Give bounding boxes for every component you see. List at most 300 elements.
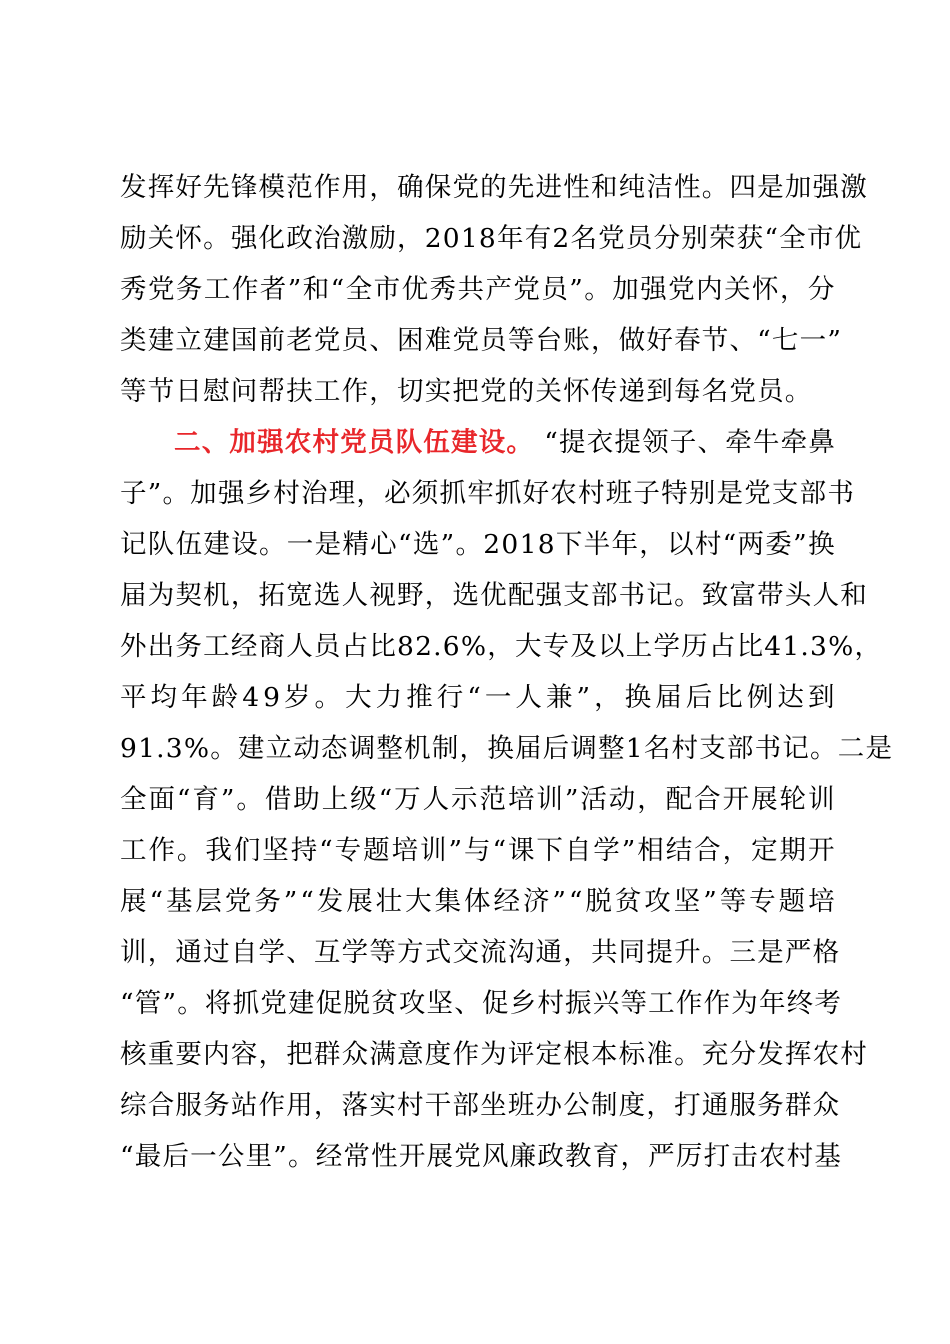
glyph: 脱 xyxy=(343,988,372,1019)
glyph: 国 xyxy=(230,325,259,356)
glyph: ” xyxy=(283,886,299,917)
glyph: 里 xyxy=(245,1141,274,1172)
glyph: “ xyxy=(397,529,413,560)
glyph: 制 xyxy=(590,1090,619,1121)
glyph: 大 xyxy=(405,886,433,917)
paragraph-line xyxy=(120,1030,868,1080)
glyph: 办 xyxy=(535,1090,564,1121)
glyph: 用 xyxy=(341,172,370,203)
section-heading: 二、加强农村党员队伍建设。 xyxy=(174,427,535,458)
glyph: “ xyxy=(757,325,772,356)
glyph: 公 xyxy=(563,1090,591,1121)
glyph: 村 xyxy=(671,733,700,764)
glyph: 经 xyxy=(315,1141,344,1172)
glyph: 坚 xyxy=(673,886,702,917)
glyph: 训 xyxy=(420,835,448,866)
glyph: 秀 xyxy=(429,274,458,305)
glyph: “ xyxy=(120,988,135,1019)
glyph: 众 xyxy=(341,1039,370,1070)
glyph: 发 xyxy=(316,886,345,917)
glyph: 4 xyxy=(764,631,783,662)
glyph: 必 xyxy=(384,478,412,509)
glyph: 是 xyxy=(314,529,343,560)
glyph: 经 xyxy=(230,631,259,662)
glyph: 荣 xyxy=(708,223,737,254)
glyph: 牢 xyxy=(467,478,495,509)
glyph: 部 xyxy=(799,478,828,509)
glyph: 年 xyxy=(758,988,787,1019)
glyph: 2 xyxy=(424,223,443,254)
glyph: 期 xyxy=(779,835,808,866)
glyph: ” xyxy=(147,478,163,509)
glyph: 到 xyxy=(807,682,836,713)
glyph: “ xyxy=(319,835,334,866)
glyph: 常 xyxy=(343,1141,372,1172)
glyph: 0 xyxy=(442,223,461,254)
glyph: % xyxy=(828,631,855,662)
glyph: 。 xyxy=(236,784,265,815)
glyph: 立 xyxy=(265,733,294,764)
glyph: ” xyxy=(569,274,585,305)
glyph: 村 xyxy=(537,988,566,1019)
glyph: 加 xyxy=(190,478,218,509)
glyph: 特 xyxy=(661,478,689,509)
glyph: 怀 xyxy=(752,274,780,305)
glyph: 下 xyxy=(555,529,584,560)
glyph: 2 xyxy=(415,631,434,662)
glyph: . xyxy=(156,733,166,764)
glyph: 打 xyxy=(674,1090,702,1121)
glyph: 们 xyxy=(233,835,262,866)
glyph: 轮 xyxy=(779,784,808,815)
glyph: 优 xyxy=(401,274,430,305)
paragraph-line xyxy=(120,928,841,978)
glyph: 展 xyxy=(346,886,374,917)
glyph: 的 xyxy=(480,172,508,203)
glyph: 专 xyxy=(542,631,571,662)
paragraph-line xyxy=(120,214,863,264)
glyph: 化 xyxy=(258,223,287,254)
glyph: 务 xyxy=(175,631,204,662)
glyph: 难 xyxy=(424,325,453,356)
glyph: 、 xyxy=(369,325,398,356)
glyph: 自 xyxy=(564,835,593,866)
glyph: 换 xyxy=(807,529,836,560)
glyph: 后 xyxy=(162,1141,191,1172)
glyph: 下 xyxy=(536,835,565,866)
glyph: 二 xyxy=(837,733,866,764)
glyph: 坚 xyxy=(426,988,455,1019)
glyph: 建 xyxy=(203,325,231,356)
glyph: 性 xyxy=(563,172,591,203)
glyph: 全 xyxy=(120,784,148,815)
glyph: 开 xyxy=(398,1141,427,1172)
glyph: 机 xyxy=(404,733,432,764)
glyph: 廉 xyxy=(509,1141,538,1172)
glyph: 激 xyxy=(341,223,370,254)
glyph: 最 xyxy=(134,1141,163,1172)
glyph: 兼 xyxy=(545,682,574,713)
glyph: 产 xyxy=(485,274,514,305)
glyph: 共 xyxy=(457,274,486,305)
glyph: “ xyxy=(764,223,780,254)
glyph: ， xyxy=(147,937,176,968)
glyph: 后 xyxy=(685,682,714,713)
glyph: 支 xyxy=(563,580,591,611)
glyph: “ xyxy=(330,274,346,305)
glyph: 优 xyxy=(834,223,863,254)
glyph: 交 xyxy=(452,937,481,968)
glyph: 抓 xyxy=(439,478,468,509)
glyph: 选 xyxy=(313,580,342,611)
glyph: 分 xyxy=(653,223,682,254)
glyph: 者 xyxy=(259,274,288,305)
glyph: 党 xyxy=(224,886,253,917)
glyph: 范 xyxy=(286,172,314,203)
glyph: 致 xyxy=(701,580,730,611)
glyph: “ xyxy=(120,1141,135,1172)
glyph: 务 xyxy=(175,274,204,305)
glyph: 上 xyxy=(321,784,350,815)
glyph: 合 xyxy=(147,1090,176,1121)
glyph: 视 xyxy=(369,580,398,611)
glyph: 确 xyxy=(397,172,425,203)
glyph: 、 xyxy=(286,937,314,968)
glyph: 一 xyxy=(799,325,828,356)
glyph: 一 xyxy=(190,1141,218,1172)
glyph: 是 xyxy=(865,733,894,764)
paragraph-line xyxy=(120,622,883,672)
glyph: 、 xyxy=(454,988,482,1019)
glyph: 上 xyxy=(625,631,654,662)
glyph: 用 xyxy=(286,1090,314,1121)
glyph: 沟 xyxy=(507,937,536,968)
glyph: 2 xyxy=(552,223,571,254)
glyph: 届 xyxy=(514,733,543,764)
glyph: 员 xyxy=(480,325,508,356)
glyph: 占 xyxy=(708,631,737,662)
glyph: 。 xyxy=(455,529,484,560)
glyph: ” xyxy=(287,274,303,305)
paragraph-heading-line xyxy=(120,418,836,468)
glyph: ， xyxy=(369,172,398,203)
glyph: 名 xyxy=(570,223,599,254)
glyph: 。 xyxy=(674,580,702,611)
paragraph-line xyxy=(120,1132,843,1182)
glyph: 记 xyxy=(646,580,675,611)
glyph: 分 xyxy=(807,274,836,305)
glyph: 通 xyxy=(535,937,564,968)
glyph: 励 xyxy=(120,223,148,254)
glyph: 人 xyxy=(422,784,451,815)
glyph: 子 xyxy=(120,478,148,509)
glyph: 拓 xyxy=(258,580,287,611)
glyph: 均 xyxy=(150,682,179,713)
glyph: 激 xyxy=(840,172,868,203)
glyph: “ xyxy=(492,835,508,866)
glyph: 出 xyxy=(147,631,176,662)
glyph: 选 xyxy=(452,580,481,611)
glyph: ， xyxy=(646,1090,675,1121)
glyph: 。 xyxy=(176,835,205,866)
glyph: 等 xyxy=(719,886,748,917)
glyph: . xyxy=(433,631,443,662)
glyph: 半 xyxy=(583,529,612,560)
glyph: 工 xyxy=(120,835,148,866)
glyph: 题 xyxy=(363,835,391,866)
glyph: 济 xyxy=(522,886,551,917)
glyph: 建 xyxy=(237,733,266,764)
glyph: “ xyxy=(722,529,738,560)
glyph: . xyxy=(800,631,811,662)
glyph: ， xyxy=(313,1090,342,1121)
glyph: 自 xyxy=(230,937,259,968)
glyph: 内 xyxy=(203,1039,231,1070)
glyph: 示 xyxy=(451,784,479,815)
glyph: 培 xyxy=(507,784,536,815)
glyph: 打 xyxy=(703,1141,732,1172)
glyph: 落 xyxy=(341,1090,370,1121)
glyph: 乡 xyxy=(509,988,538,1019)
glyph: 班 xyxy=(507,1090,536,1121)
glyph: 6 xyxy=(442,631,461,662)
glyph: 抓 xyxy=(494,478,523,509)
glyph: 工 xyxy=(203,631,231,662)
glyph: 村 xyxy=(786,1141,815,1172)
glyph: 员 xyxy=(313,631,342,662)
glyph: ” xyxy=(273,1141,289,1172)
paragraph-line xyxy=(120,979,843,1029)
glyph: 训 xyxy=(536,784,565,815)
glyph: 模 xyxy=(258,172,287,203)
glyph: 立 xyxy=(175,325,204,356)
glyph: 培 xyxy=(391,835,420,866)
glyph: 记 xyxy=(120,529,148,560)
glyph: 三 xyxy=(729,937,758,968)
glyph: 前 xyxy=(258,325,287,356)
glyph: 为 xyxy=(147,580,176,611)
glyph: 集 xyxy=(434,886,463,917)
glyph: 。 xyxy=(210,733,238,764)
glyph: 满 xyxy=(369,1039,398,1070)
glyph: 伍 xyxy=(175,529,204,560)
glyph: 洁 xyxy=(646,172,675,203)
glyph: 站 xyxy=(230,1090,259,1121)
glyph: 配 xyxy=(507,580,536,611)
glyph: 干 xyxy=(424,1090,453,1121)
glyph: ， xyxy=(356,478,385,509)
glyph: 党 xyxy=(452,172,481,203)
glyph: 好 xyxy=(175,172,204,203)
glyph: 贫 xyxy=(371,988,399,1019)
glyph: 一 xyxy=(484,682,513,713)
glyph: 换 xyxy=(487,733,515,764)
glyph: 作 xyxy=(258,1090,287,1121)
glyph: 准 xyxy=(646,1039,675,1070)
glyph: 治 xyxy=(313,223,342,254)
glyph: 综 xyxy=(120,1090,148,1121)
glyph: 党 xyxy=(454,1141,482,1172)
glyph: 须 xyxy=(411,478,440,509)
glyph: 和 xyxy=(590,172,619,203)
glyph: 关 xyxy=(147,223,176,254)
glyph: 作 xyxy=(313,172,342,203)
glyph: ， xyxy=(637,784,665,815)
glyph: 全 xyxy=(779,223,807,254)
glyph: 挥 xyxy=(784,1039,813,1070)
glyph: 强 xyxy=(217,478,246,509)
glyph: 宽 xyxy=(286,580,314,611)
glyph: 两 xyxy=(737,529,766,560)
glyph: 选 xyxy=(412,529,441,560)
glyph: 先 xyxy=(203,172,231,203)
glyph: 委 xyxy=(765,529,793,560)
glyph: 党 xyxy=(147,274,176,305)
glyph: 升 xyxy=(674,937,702,968)
glyph: 8 xyxy=(397,631,416,662)
glyph: 等 xyxy=(369,937,398,968)
glyph: 达 xyxy=(777,682,806,713)
glyph: 8 xyxy=(537,529,556,560)
glyph: 格 xyxy=(812,937,841,968)
glyph: 强 xyxy=(812,172,841,203)
glyph: 式 xyxy=(424,937,453,968)
glyph: ” xyxy=(220,784,236,815)
glyph: 整 xyxy=(376,733,405,764)
glyph: 1 xyxy=(460,223,479,254)
glyph: 和 xyxy=(840,580,868,611)
glyph: 野 xyxy=(397,580,425,611)
glyph: 人 xyxy=(341,580,370,611)
glyph: 过 xyxy=(203,937,231,968)
glyph: 村 xyxy=(840,1039,868,1070)
glyph: 七 xyxy=(771,325,800,356)
glyph: 党 xyxy=(513,274,542,305)
glyph: 。 xyxy=(701,172,730,203)
glyph: 推 xyxy=(406,682,434,713)
glyph: 头 xyxy=(784,580,813,611)
glyph: 好 xyxy=(646,325,675,356)
glyph: 、 xyxy=(729,325,758,356)
glyph: 管 xyxy=(134,988,163,1019)
glyph: 训 xyxy=(120,937,148,968)
glyph: ” xyxy=(564,784,580,815)
glyph: 员 xyxy=(625,223,654,254)
glyph: 农 xyxy=(812,1039,841,1070)
glyph: 专 xyxy=(749,886,777,917)
glyph: 市 xyxy=(806,223,835,254)
glyph: 务 xyxy=(203,1090,231,1121)
glyph: 员 xyxy=(541,274,570,305)
glyph: 有 xyxy=(524,223,553,254)
glyph: 大 xyxy=(345,682,373,713)
glyph: 以 xyxy=(667,529,695,560)
glyph: 关 xyxy=(724,274,752,305)
glyph: 课 xyxy=(507,835,536,866)
glyph: 我 xyxy=(205,835,234,866)
glyph: 整 xyxy=(598,733,626,764)
glyph: % xyxy=(183,733,211,764)
glyph: 作 xyxy=(148,835,177,866)
glyph: 兴 xyxy=(592,988,621,1019)
glyph: 攻 xyxy=(644,886,672,917)
glyph: 内 xyxy=(696,274,724,305)
glyph: 作 xyxy=(231,274,260,305)
glyph: 。 xyxy=(258,529,287,560)
glyph: 老 xyxy=(286,325,314,356)
glyph: 助 xyxy=(293,784,321,815)
glyph: 工 xyxy=(648,988,676,1019)
glyph: 充 xyxy=(701,1039,730,1070)
glyph: 级 xyxy=(350,784,378,815)
glyph: 人 xyxy=(812,580,841,611)
glyph: 占 xyxy=(341,631,370,662)
glyph: 根 xyxy=(563,1039,591,1070)
glyph: 党 xyxy=(452,325,481,356)
glyph: 村 xyxy=(273,478,301,509)
glyph: 务 xyxy=(254,886,283,917)
glyph: 服 xyxy=(729,1090,758,1121)
glyph: 面 xyxy=(148,784,177,815)
glyph: 击 xyxy=(731,1141,759,1172)
paragraph-line xyxy=(120,775,836,825)
glyph: 学 xyxy=(341,937,370,968)
glyph: 共 xyxy=(590,937,619,968)
glyph: 学 xyxy=(653,631,682,662)
glyph: ， xyxy=(397,223,425,254)
glyph: 相 xyxy=(637,835,665,866)
glyph: 等 xyxy=(507,325,536,356)
glyph: 方 xyxy=(397,937,425,968)
glyph: 春 xyxy=(674,325,702,356)
glyph: ， xyxy=(230,580,259,611)
glyph: 持 xyxy=(290,835,319,866)
glyph: 纯 xyxy=(618,172,647,203)
glyph: 商 xyxy=(258,631,287,662)
glyph: ” xyxy=(162,988,178,1019)
glyph: 机 xyxy=(203,580,231,611)
glyph: 促 xyxy=(481,988,510,1019)
glyph: 众 xyxy=(812,1090,841,1121)
glyph: 。 xyxy=(177,988,205,1019)
glyph: 学 xyxy=(258,937,287,968)
paragraph-line xyxy=(120,571,868,621)
glyph: 富 xyxy=(729,580,758,611)
glyph: 服 xyxy=(175,1090,204,1121)
glyph: 。 xyxy=(203,223,231,254)
paragraph-line xyxy=(120,520,836,570)
glyph: 将 xyxy=(204,988,233,1019)
glyph: 子 xyxy=(633,478,662,509)
glyph: 培 xyxy=(808,886,836,917)
glyph: 终 xyxy=(786,988,815,1019)
glyph: 是 xyxy=(757,937,785,968)
glyph: 村 xyxy=(694,529,723,560)
glyph: 届 xyxy=(655,682,683,713)
glyph: “ xyxy=(378,784,394,815)
glyph: 心 xyxy=(370,529,398,560)
glyph: 学 xyxy=(593,835,621,866)
glyph: 群 xyxy=(313,1039,342,1070)
glyph: 严 xyxy=(648,1141,676,1172)
glyph: 比 xyxy=(369,631,398,662)
paragraph-line xyxy=(120,724,894,774)
paragraph-line xyxy=(120,877,836,927)
glyph: 。 xyxy=(162,478,191,509)
glyph: 开 xyxy=(807,835,836,866)
glyph: 攻 xyxy=(398,988,427,1019)
glyph: 建 xyxy=(147,325,176,356)
